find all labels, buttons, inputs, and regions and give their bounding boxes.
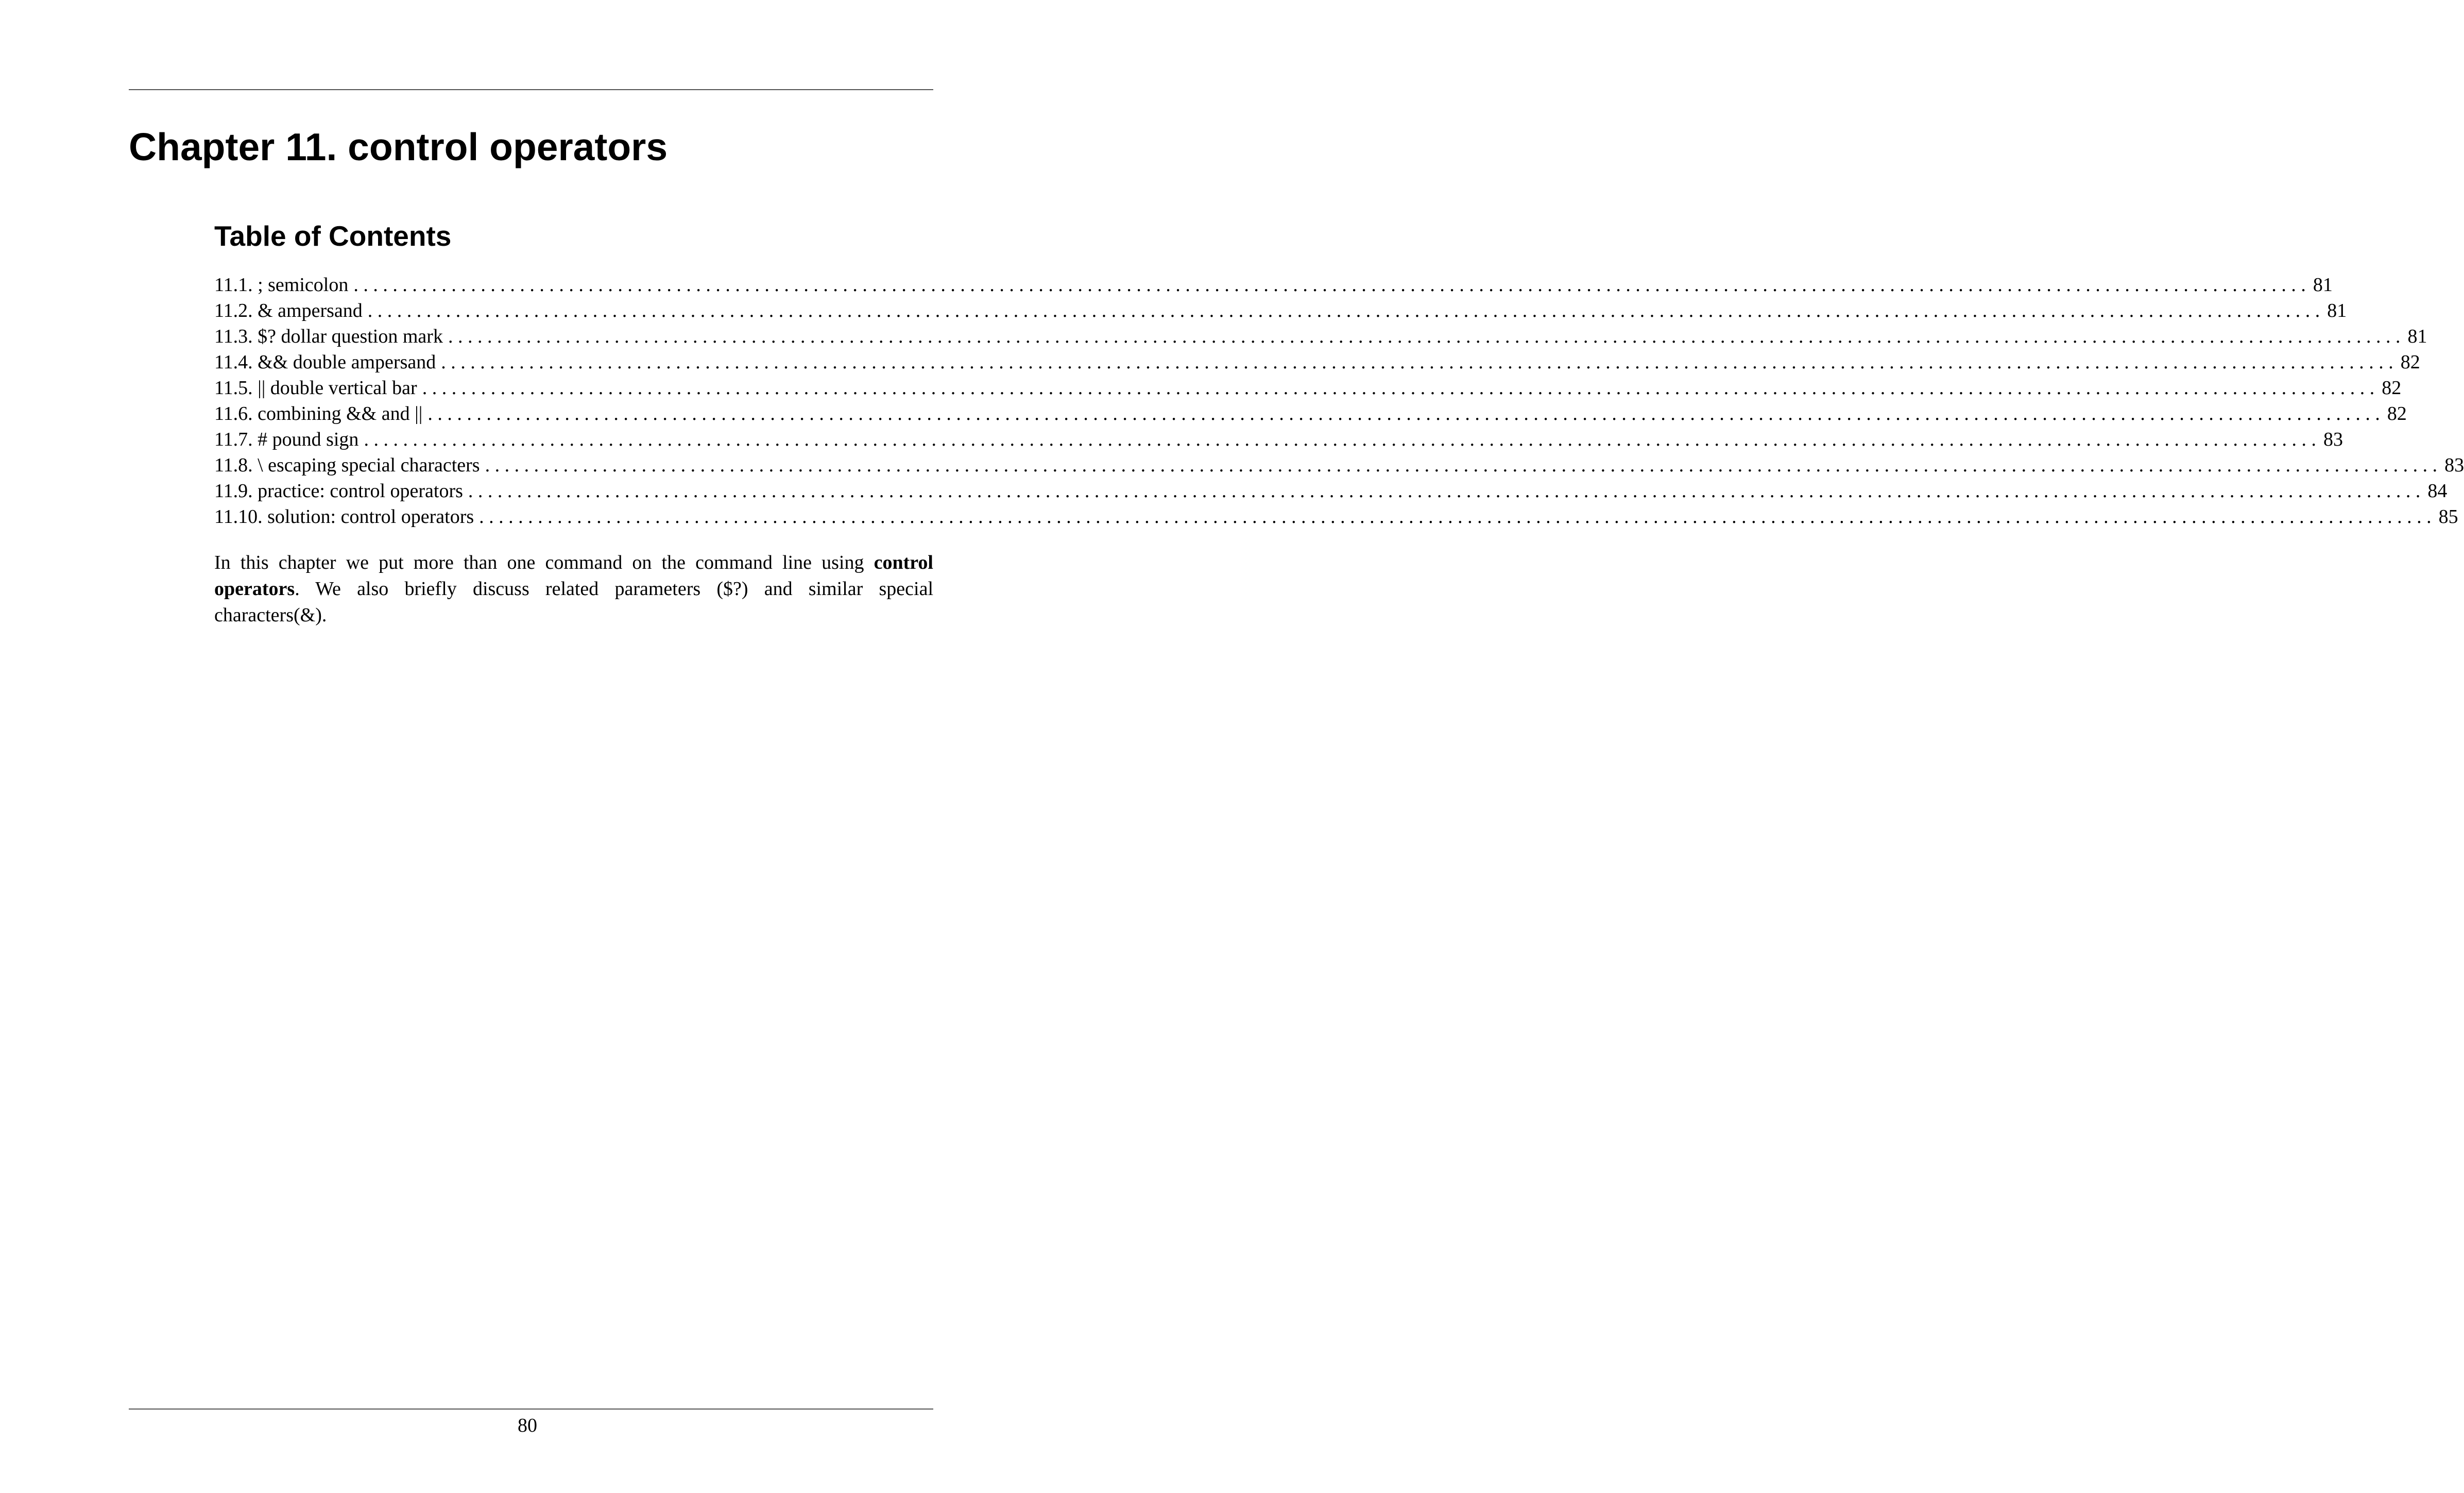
toc-entry[interactable] [214, 324, 2427, 349]
page-number: 80 [518, 1415, 537, 1436]
toc-entry[interactable] [214, 504, 2458, 530]
toc-dot-leader: . . . . . . . . . . . . . . . . . . . . . . . . . . . . . . . . . . . . . . . . . . . . . . . . . . . . . . . . . . . . . . . . . . . . . . . . . . . . . . . . . . . . . . . . . . . . . . . . . . . . . . . . . . . . . . . . . . . . . . . . . . . . . . . . . . . . . . . . . . . . . . . . . . . . . . . . . . . . . . . . . . . . . . . . . . . . . . . . . . . . . . . . . . . . . . . . . . . . . . . . [448, 326, 2401, 347]
toc-entry[interactable] [214, 478, 2448, 504]
toc-entry[interactable] [214, 427, 2343, 452]
toc-dot-leader: . . . . . . . . . . . . . . . . . . . . . . . . . . . . . . . . . . . . . . . . . . . . . . . . . . . . . . . . . . . . . . . . . . . . . . . . . . . . . . . . . . . . . . . . . . . . . . . . . . . . . . . . . . . . . . . . . . . . . . . . . . . . . . . . . . . . . . . . . . . . . . . . . . . . . . . . . . . . . . . . . . . . . . . . . . . . . . . . . . . . . . . . . . . . . . . . . . . . . . . . [441, 351, 2393, 373]
toc-entry-title: 11.8. \ escaping special characters [214, 454, 480, 476]
header-rule [129, 89, 933, 90]
toc-dot-leader: . . . . . . . . . . . . . . . . . . . . . . . . . . . . . . . . . . . . . . . . . . . . . . . . . . . . . . . . . . . . . . . . . . . . . . . . . . . . . . . . . . . . . . . . . . . . . . . . . . . . . . . . . . . . . . . . . . . . . . . . . . . . . . . . . . . . . . . . . . . . . . . . . . . . . . . . . . . . . . . . . . . . . . . . . . . . . . . . . . . . . . . . . . . . . . . . . . . . . . . . [479, 506, 2432, 528]
toc-entry[interactable] [214, 298, 2347, 324]
toc-entry[interactable] [214, 272, 2333, 298]
table-of-contents [214, 272, 2464, 530]
toc-dot-leader: . . . . . . . . . . . . . . . . . . . . . . . . . . . . . . . . . . . . . . . . . . . . . . . . . . . . . . . . . . . . . . . . . . . . . . . . . . . . . . . . . . . . . . . . . . . . . . . . . . . . . . . . . . . . . . . . . . . . . . . . . . . . . . . . . . . . . . . . . . . . . . . . . . . . . . . . . . . . . . . . . . . . . . . . . . . . . . . . . . . . . . . . . . . . . . . . . . . . . . . . [427, 403, 2380, 425]
toc-entry[interactable] [214, 375, 2402, 401]
toc-dot-leader: . . . . . . . . . . . . . . . . . . . . . . . . . . . . . . . . . . . . . . . . . . . . . . . . . . . . . . . . . . . . . . . . . . . . . . . . . . . . . . . . . . . . . . . . . . . . . . . . . . . . . . . . . . . . . . . . . . . . . . . . . . . . . . . . . . . . . . . . . . . . . . . . . . . . . . . . . . . . . . . . . . . . . . . . . . . . . . . . . . . . . . . . . . . . . . . . . . . . . . . . [468, 480, 2421, 502]
intro-bold-term: control operators [214, 552, 933, 600]
toc-entry-title: 11.5. || double vertical bar [214, 377, 417, 399]
toc-entry-title: 11.9. practice: control operators [214, 480, 463, 502]
toc-entry[interactable] [214, 349, 2420, 375]
toc-entry-title: 11.2. & ampersand [214, 300, 363, 321]
toc-entry-page: 83 [2323, 429, 2343, 450]
toc-entry-title: 11.7. # pound sign [214, 429, 359, 450]
toc-dot-leader: . . . . . . . . . . . . . . . . . . . . . . . . . . . . . . . . . . . . . . . . . . . . . . . . . . . . . . . . . . . . . . . . . . . . . . . . . . . . . . . . . . . . . . . . . . . . . . . . . . . . . . . . . . . . . . . . . . . . . . . . . . . . . . . . . . . . . . . . . . . . . . . . . . . . . . . . . . . . . . . . . . . . . . . . . . . . . . . . . . . . . . . . . . . . . . . . . . . . . . . . [364, 429, 2316, 450]
toc-dot-leader: . . . . . . . . . . . . . . . . . . . . . . . . . . . . . . . . . . . . . . . . . . . . . . . . . . . . . . . . . . . . . . . . . . . . . . . . . . . . . . . . . . . . . . . . . . . . . . . . . . . . . . . . . . . . . . . . . . . . . . . . . . . . . . . . . . . . . . . . . . . . . . . . . . . . . . . . . . . . . . . . . . . . . . . . . . . . . . . . . . . . . . . . . . . . . . . . . . . . . . . . [353, 274, 2306, 296]
toc-dot-leader: . . . . . . . . . . . . . . . . . . . . . . . . . . . . . . . . . . . . . . . . . . . . . . . . . . . . . . . . . . . . . . . . . . . . . . . . . . . . . . . . . . . . . . . . . . . . . . . . . . . . . . . . . . . . . . . . . . . . . . . . . . . . . . . . . . . . . . . . . . . . . . . . . . . . . . . . . . . . . . . . . . . . . . . . . . . . . . . . . . . . . . . . . . . . . . . . . . . . . . . . [367, 300, 2320, 321]
toc-entry-page: 84 [2427, 480, 2448, 502]
toc-entry-page: 82 [2382, 377, 2402, 399]
footer-rule [129, 1409, 933, 1410]
toc-entry-page: 81 [2407, 326, 2427, 347]
toc-entry-title: 11.6. combining && and || [214, 403, 423, 425]
toc-heading: Table of Contents [214, 220, 452, 252]
intro-text-before: In this chapter we put more than one command on the command line using [214, 552, 874, 573]
toc-entry[interactable] [214, 401, 2407, 427]
toc-entry-page: 85 [2438, 506, 2458, 528]
intro-text-after: . We also briefly discuss related parameters ($?) and similar special characters(&). [214, 578, 933, 626]
chapter-title: Chapter 11. control operators [129, 125, 668, 168]
toc-entry-page: 81 [2327, 300, 2347, 321]
toc-entry-page: 82 [2387, 403, 2407, 425]
intro-paragraph [214, 550, 933, 629]
toc-entry[interactable] [214, 452, 2464, 478]
toc-entry-page: 81 [2313, 274, 2333, 296]
toc-entry-title: 11.10. solution: control operators [214, 506, 474, 528]
toc-dot-leader: . . . . . . . . . . . . . . . . . . . . . . . . . . . . . . . . . . . . . . . . . . . . . . . . . . . . . . . . . . . . . . . . . . . . . . . . . . . . . . . . . . . . . . . . . . . . . . . . . . . . . . . . . . . . . . . . . . . . . . . . . . . . . . . . . . . . . . . . . . . . . . . . . . . . . . . . . . . . . . . . . . . . . . . . . . . . . . . . . . . . . . . . . . . . . . . . . . . . . . . . [485, 454, 2438, 476]
toc-entry-title: 11.1. ; semicolon [214, 274, 349, 296]
toc-entry-page: 83 [2444, 454, 2464, 476]
toc-entry-title: 11.4. && double ampersand [214, 351, 436, 373]
toc-entry-title: 11.3. $? dollar question mark [214, 326, 443, 347]
toc-entry-page: 82 [2400, 351, 2420, 373]
toc-dot-leader: . . . . . . . . . . . . . . . . . . . . . . . . . . . . . . . . . . . . . . . . . . . . . . . . . . . . . . . . . . . . . . . . . . . . . . . . . . . . . . . . . . . . . . . . . . . . . . . . . . . . . . . . . . . . . . . . . . . . . . . . . . . . . . . . . . . . . . . . . . . . . . . . . . . . . . . . . . . . . . . . . . . . . . . . . . . . . . . . . . . . . . . . . . . . . . . . . . . . . . . . [422, 377, 2375, 399]
